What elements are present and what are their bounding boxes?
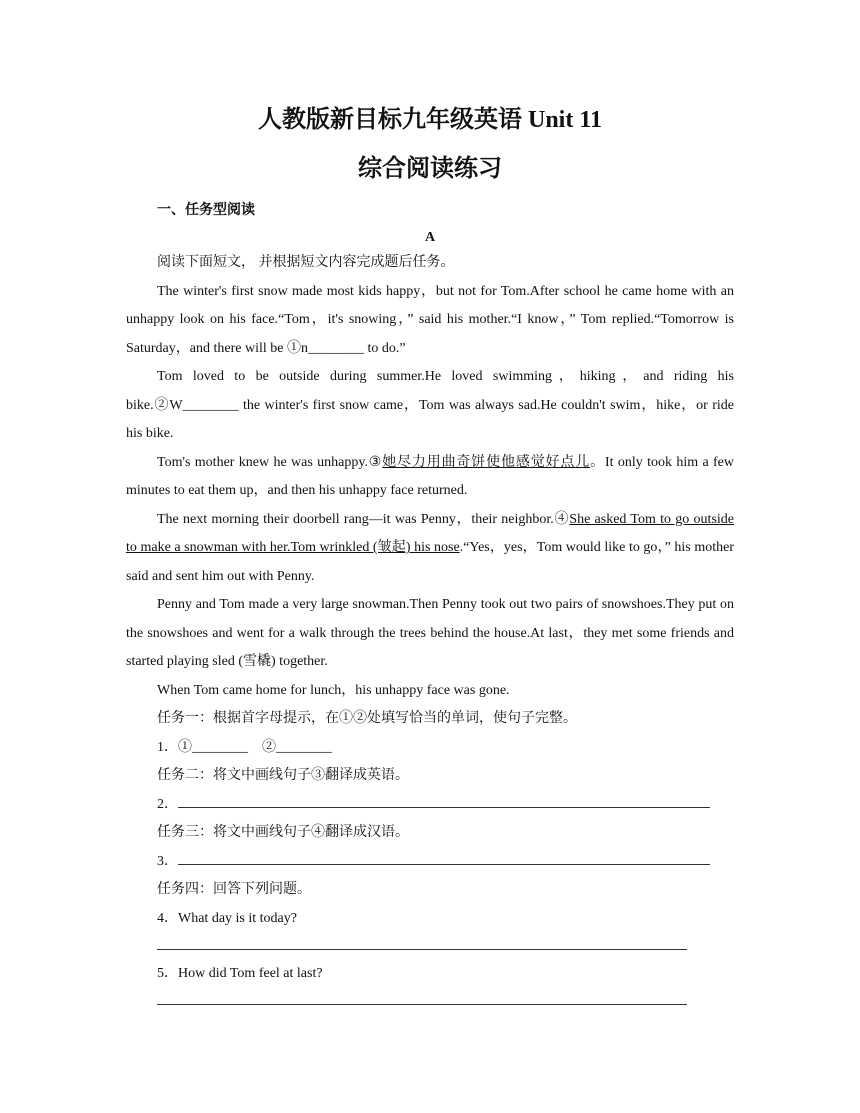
question-4: 4．What day is it today? xyxy=(157,910,297,926)
answer-line xyxy=(157,990,687,1005)
task1-item: 1．①________ ②________ xyxy=(157,739,332,755)
task3-instruction: 任务三：将文中画线句子④翻译成汉语。 xyxy=(157,825,409,840)
answer-line xyxy=(178,850,710,865)
underlined-sentence-4: She asked Tom to go outside to make a snowman with her.Tom wrinkled (皱起) his nose xyxy=(126,511,735,555)
question-5: 5．How did Tom feel at last? xyxy=(157,965,323,981)
paragraph-text: .“Yes，yes，Tom would like to go，” his mother said and sent him out with Penny. xyxy=(126,540,734,584)
answer-line xyxy=(178,793,710,808)
document-subtitle: 综合阅读练习 xyxy=(358,156,502,182)
paragraph-text: 。It only took him a few minutes to eat them up，and then his unhappy face returned. xyxy=(126,454,734,498)
passage-paragraph-1: The winter's first snow made most kids happy，but not for Tom.After school he came home with an unhappy look on his face.“Tom，it's snowing，” said his mother.“I know，” Tom replied.“Tomorrow is Saturday，and there will be ①n________ to do.” xyxy=(126,283,734,356)
paragraph-text: The next morning their doorbell rang—it was Penny，their neighbor.④ xyxy=(157,511,570,527)
task2-item xyxy=(126,791,734,820)
document-title: 人教版新目标九年级英语 Unit 11 xyxy=(257,107,602,133)
task1-instruction: 任务一：根据首字母提示，在①②处填写恰当的单词，使句子完整。 xyxy=(157,711,577,726)
task3-number: 3． xyxy=(157,853,178,869)
passage-paragraph-3 xyxy=(126,449,734,506)
passage-paragraph-5: Penny and Tom made a very large snowman.Then Penny took out two pairs of snowshoes.They put on the snowshoes and went for a walk through the trees behind the house.At last，they met some friends and started playing sled (雪橇) together. xyxy=(126,597,734,669)
task3-item xyxy=(126,848,734,877)
passage-letter: A xyxy=(424,230,436,245)
underlined-sentence-3: 她尽力用曲奇饼使他感觉好点儿 xyxy=(382,454,591,470)
section-heading: 一、任务型阅读 xyxy=(157,203,255,218)
passage-paragraph-4 xyxy=(126,506,734,592)
reading-body xyxy=(126,249,734,1017)
task4-instruction: 任务四：回答下列问题。 xyxy=(157,882,311,897)
instruction-text: 阅读下面短文， 并根据短文内容完成题后任务。 xyxy=(157,255,455,270)
answer-line xyxy=(157,935,687,950)
task2-instruction: 任务二：将文中画线句子③翻译成英语。 xyxy=(157,768,409,783)
question-5-answer xyxy=(126,988,734,1017)
passage-paragraph-2: Tom loved to be outside during summer.He loved swimming，hiking，and riding his bike.②W________ the winter's first snow came，Tom was always sad.He couldn't swim，hike，or ride his bike. xyxy=(126,369,734,441)
passage-paragraph-6: When Tom came home for lunch，his unhappy face was gone. xyxy=(157,682,510,698)
task2-number: 2． xyxy=(157,796,178,812)
question-4-answer xyxy=(126,933,734,962)
paragraph-text: Tom's mother knew he was unhappy.③ xyxy=(157,454,383,470)
